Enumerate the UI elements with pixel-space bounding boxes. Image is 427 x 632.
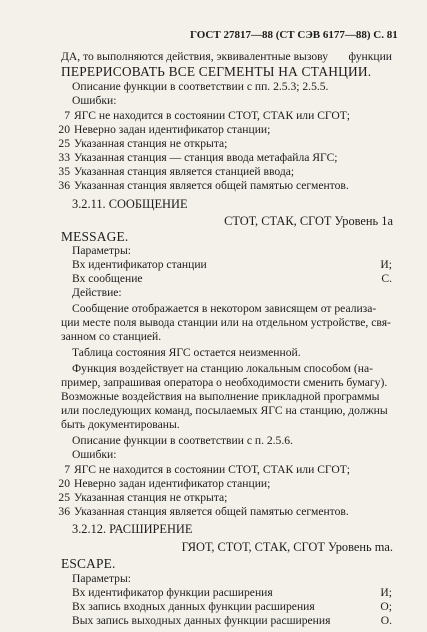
param-row [72, 600, 392, 614]
section-eng-name-escape: ESCAPE. [61, 556, 116, 571]
param-name: Вх запись входных данных функции расширения [72, 600, 315, 613]
body-line: ции месте поля вывода станции или на отдельном устройстве, свя- [61, 316, 391, 329]
error-code: 33 [58, 151, 70, 164]
p1-line1 [61, 50, 392, 64]
error-code: 35 [58, 165, 70, 178]
param-row [72, 272, 392, 286]
error-text: Указанная станция является общей памятью сегментов. [74, 505, 349, 518]
p1-errors-label: Ошибки: [72, 94, 117, 107]
table-note: Таблица состояния ЯГС остается неизменной. [72, 346, 301, 359]
body-line: Функция воздействует на станцию локальным способом (на- [72, 362, 373, 375]
p1-error-item [54, 179, 349, 193]
body-line: Сообщение отображается в некотором зависящем от реализа- [72, 302, 377, 315]
p1-line1-right: функции [348, 50, 392, 63]
param-name: Вх идентификатор функции расширения [72, 586, 273, 599]
p1-error-item [54, 123, 270, 137]
body-line: пример, запрашивая оператора о необходимости сменить бумагу). [61, 376, 388, 389]
error-code: 20 [58, 477, 70, 490]
p1-line1-text: ДА, то выполняются действия, эквивалентные вызову [61, 50, 329, 63]
param-row [72, 586, 392, 600]
param-type: О. [380, 614, 392, 627]
p1-error-item [54, 137, 227, 151]
error-text: Неверно задан идентификатор станции; [74, 477, 271, 490]
param-type: О; [380, 600, 392, 613]
errors-label: Ошибки: [72, 448, 117, 461]
p1-description: Описание функции в соответствии с пп. 2.5.3; 2.5.5. [72, 80, 329, 93]
error-item [54, 477, 270, 491]
param-name: Вх идентификатор станции [72, 258, 207, 271]
p1-error-item [54, 165, 294, 179]
params-label: Параметры: [72, 244, 131, 257]
error-item [54, 505, 349, 519]
p1-error-item [54, 151, 338, 165]
error-code: 25 [58, 491, 70, 504]
param-type: И; [380, 258, 392, 271]
body-line: Возможные воздействия на выполнение прикладной программы [61, 390, 380, 403]
error-code: 20 [58, 123, 70, 136]
section-states-escape: ГЯОТ, СТОТ, СТАК, СГОТ Уровень ma. [181, 540, 393, 554]
error-code: 7 [64, 109, 70, 122]
error-text: Неверно задан идентификатор станции; [74, 123, 271, 136]
error-code: 25 [58, 137, 70, 150]
error-text: Указанная станция является станцией ввода; [74, 165, 295, 178]
p1-line2: ПЕРЕРИСОВАТЬ ВСЕ СЕГМЕНТЫ НА СТАНЦИИ. [61, 64, 372, 79]
error-text: Указанная станция не открыта; [74, 137, 228, 150]
section-eng-name-message: MESSAGE. [61, 229, 129, 244]
param-type: И; [380, 586, 392, 599]
error-item [54, 491, 227, 505]
params-label: Параметры: [72, 572, 131, 585]
body-line: быть документированы. [61, 418, 180, 431]
error-text: ЯГС не находится в состоянии СТОТ, СТАК или СГОТ; [74, 463, 351, 476]
error-text: Указанная станция не открыта; [74, 491, 228, 504]
error-text: Указанная станция является общей памятью сегментов. [74, 179, 349, 192]
error-code: 36 [58, 505, 70, 518]
error-code: 7 [64, 463, 70, 476]
param-name: Вх сообщение [72, 272, 143, 285]
param-row [72, 614, 392, 628]
section-title-escape: 3.2.12. РАСШИРЕНИЕ [72, 522, 193, 536]
error-item [54, 463, 350, 477]
error-text: Указанная станция — станция ввода метафайла ЯГС; [74, 151, 338, 164]
body-line: или последующих команд, посылаемых ЯГС на станцию, должны [61, 404, 388, 417]
section-states-message: СТОТ, СТАК, СГОТ Уровень 1a [224, 214, 393, 228]
error-code: 36 [58, 179, 70, 192]
body-line: занном со станцией. [61, 330, 162, 343]
error-text: ЯГС не находится в состоянии СТОТ, СТАК или СГОТ; [74, 109, 351, 122]
param-type: С. [381, 272, 392, 285]
param-name: Вых запись выходных данных функции расширения [72, 614, 331, 627]
action-label: Действие: [72, 286, 122, 299]
p1-error-item [54, 109, 350, 123]
param-row [72, 258, 392, 272]
description: Описание функции в соответствии с п. 2.5.6. [72, 434, 293, 447]
page-header: ГОСТ 27817—88 (СТ СЭВ 6177—88) С. 81 [190, 29, 398, 41]
section-title-message: 3.2.11. СООБЩЕНИЕ [72, 197, 188, 211]
